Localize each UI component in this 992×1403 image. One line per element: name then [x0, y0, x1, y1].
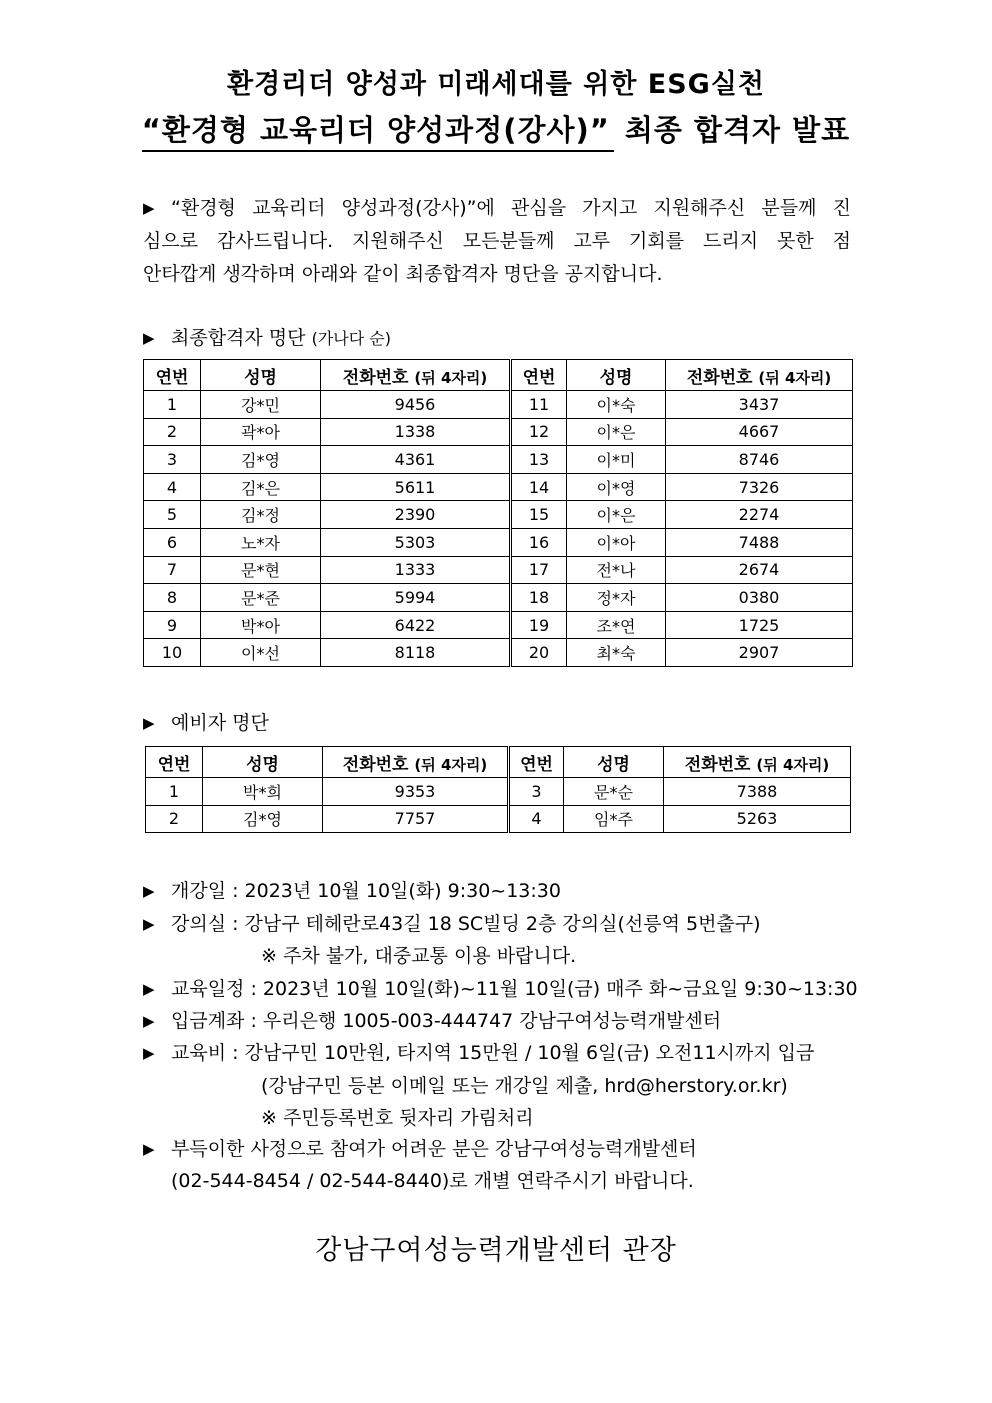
col-header-no: 연번 — [144, 360, 201, 391]
table-header-row — [144, 360, 853, 391]
fee-line: ▶ 교육비 : 강남구민 10만원, 타지역 15만원 / 10월 6일(금) 오전11시까지 입금 — [143, 1042, 815, 1064]
table-row: 2 곽*아 1338 12 이*은 4667 — [144, 418, 853, 446]
table-row: 10 이*선 8118 20 최*숙 2907 — [144, 639, 853, 667]
bullet-arrow-icon: ▶ — [143, 1140, 155, 1158]
title-line-1: 환경리더 양성과 미래세대를 위한 ESG실천 — [227, 69, 765, 100]
bullet-arrow-icon: ▶ — [143, 1044, 155, 1062]
privacy-note: ※ 주민등록번호 뒷자리 가림처리 — [261, 1107, 534, 1129]
col-header-name: 성명 — [203, 747, 323, 778]
table-row: 8 문*준 5994 18 정*자 0380 — [144, 584, 853, 612]
fee-submission-note: (강남구민 등본 이메일 또는 개강일 제출, hrd@herstory.or.kr) — [261, 1075, 788, 1097]
table-row: 6 노*자 5303 16 이*아 7488 — [144, 528, 853, 556]
table-row: 1 박*희 9353 3 문*순 7388 — [146, 778, 851, 806]
classroom-line: ▶ 강의실 : 강남구 테헤란로43길 18 SC빌딩 2층 강의실(선릉역 5번출구) — [143, 913, 761, 935]
col-header-no: 연번 — [511, 360, 567, 391]
bullet-arrow-icon: ▶ — [143, 1012, 155, 1030]
col-header-phone: 전화번호 (뒤 4자리) — [323, 747, 509, 778]
reserve-list-table — [145, 746, 851, 833]
table-header-row — [146, 747, 851, 778]
col-header-no: 연번 — [146, 747, 203, 778]
contact-line: ▶ 부득이한 사정으로 참여가 어려운 분은 강남구여성능력개발센터 — [143, 1138, 697, 1160]
col-header-phone: 전화번호 (뒤 4자리) — [321, 360, 511, 391]
col-header-phone: 전화번호 (뒤 4자리) — [666, 360, 853, 391]
table-row: 4 김*은 5611 14 이*영 7326 — [144, 473, 853, 501]
account-line: ▶ 입금계좌 : 우리은행 1005-003-444747 강남구여성능력개발센터 — [143, 1010, 722, 1032]
table-row: 2 김*영 7757 4 임*주 5263 — [146, 805, 851, 833]
bullet-arrow-icon: ▶ — [143, 980, 155, 998]
reserve-list-label: ▶ 예비자 명단 — [143, 712, 269, 734]
contact-phone-line: (02-544-8454 / 02-544-8440)로 개별 연락주시기 바랍니다. — [171, 1170, 694, 1192]
table-row: 1 강*민 9456 11 이*숙 3437 — [144, 391, 853, 419]
program-name-underlined: “환경형 교육리더 양성과정(강사)” — [142, 108, 614, 152]
intro-paragraph — [143, 192, 851, 291]
col-header-name: 성명 — [201, 360, 321, 391]
table-row: 3 김*영 4361 13 이*미 8746 — [144, 446, 853, 474]
col-header-name: 성명 — [564, 747, 664, 778]
signature: 강남구여성능력개발센터 관장 — [315, 1235, 677, 1266]
col-header-no: 연번 — [509, 747, 564, 778]
table-row: 5 김*정 2390 15 이*은 2274 — [144, 501, 853, 529]
final-list-label: ▶ 최종합격자 명단 (가나다 순) — [143, 327, 391, 349]
final-list-table — [143, 359, 853, 667]
start-date-line: ▶ 개강일 : 2023년 10월 10일(화) 9:30~13:30 — [143, 880, 561, 902]
bullet-arrow-icon: ▶ — [143, 714, 155, 732]
parking-note: ※ 주차 불가, 대중교통 이용 바랍니다. — [261, 945, 577, 967]
schedule-line: ▶ 교육일정 : 2023년 10월 10일(화)~11월 10일(금) 매주 화~금요일 9:30~13:30 — [143, 978, 858, 1000]
table-row: 9 박*아 6422 19 조*연 1725 — [144, 611, 853, 639]
col-header-phone: 전화번호 (뒤 4자리) — [664, 747, 851, 778]
intro-line: 안타깝게 생각하며 아래와 같이 최종합격자 명단을 공지합니다. — [143, 263, 663, 285]
intro-line: 심으로 감사드립니다. 지원해주신 모든분들께 고루 기회를 드리지 못한 점 — [143, 230, 851, 252]
bullet-arrow-icon: ▶ — [143, 882, 155, 900]
table-row: 7 문*현 1333 17 전*나 2674 — [144, 556, 853, 584]
col-header-name: 성명 — [567, 360, 666, 391]
bullet-arrow-icon: ▶ — [143, 329, 155, 347]
title-line-2-rest: 최종 합격자 발표 — [613, 113, 851, 147]
bullet-arrow-icon: ▶ — [143, 915, 155, 933]
bullet-arrow-icon: ▶ — [143, 199, 155, 217]
title-line-2 — [0, 108, 992, 152]
intro-line: ▶ “환경형 교육리더 양성과정(강사)”에 관심을 가지고 지원해주신 분들께 진 — [143, 192, 851, 225]
